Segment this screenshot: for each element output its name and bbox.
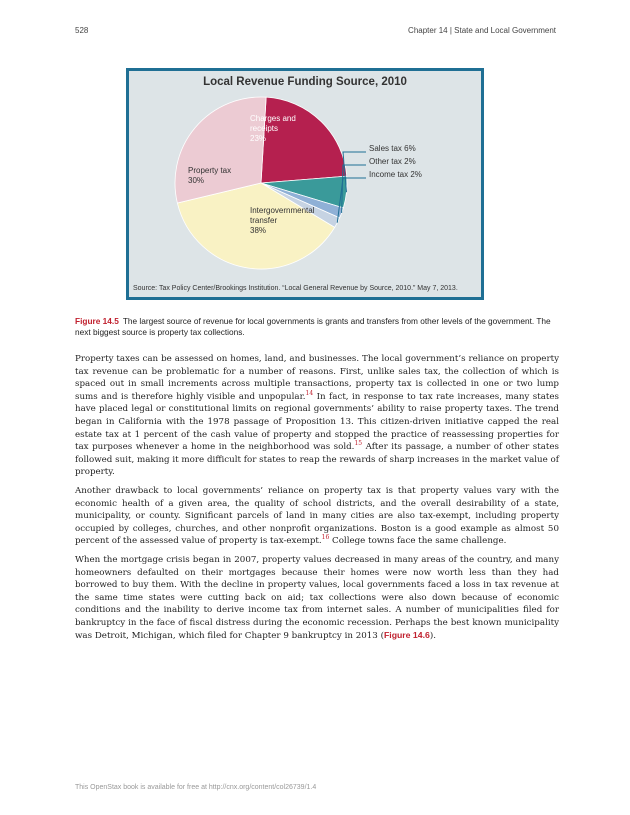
footnote-ref-14[interactable]: 14 [305, 389, 314, 397]
figure-chart-box [126, 68, 484, 300]
paragraph-2: Another drawback to local governments’ reliance on property tax is that property values vary with the economic health of a given area, the quality of school districts, and the overall desirability of a state, municipality, or county. Significant parcels of land in many cities are also tax-exempt, including property occupied by colleges, churches, and other nonprofit organizations. Boston is a good example as almost 50 percent of the assessed value of property is tax-exempt.$^{16}$ College towns face the same challenge. [75, 485, 559, 547]
footnote-ref-16[interactable]: 16 [321, 534, 330, 542]
caption-text: The largest source of revenue for local governments is grants and transfers from other levels of the government. The next biggest source is property tax collections. [75, 316, 551, 337]
running-header: Chapter 14 | State and Local Government [408, 26, 556, 35]
slice-label: Other tax 2% [369, 157, 416, 166]
page-footer: This OpenStax book is available for free at http://cnx.org/content/col26739/1.4 [75, 784, 317, 791]
slice-label: Charges and receipts 23% [250, 114, 296, 143]
slice-label: Property tax 30% [188, 166, 232, 185]
footnote-ref-15[interactable]: 15 [354, 440, 363, 448]
slice-label: Sales tax 6% [369, 144, 416, 153]
slice-label: Income tax 2% [369, 170, 422, 179]
figure-caption [75, 316, 559, 338]
chart-title: Local Revenue Funding Source, 2010 [203, 76, 407, 88]
paragraph-3: When the mortgage crisis began in 2007, property values decreased in many areas of the country, and many homeowners defaulted on their mortgages because their homes were now worth less than they had borrowed to buy them. With the decline in property values, local governments faced a loss in tax revenue at the same time states were cutting back on aid; tax collections were also down because of economic conditions and the inability to derive income tax from internet sales. A number of municipalities filed for bankruptcy in the face of fiscal distress during the economic recession. Perhaps the best known municipality was Detroit, Michigan, which filed for Chapter 9 bankruptcy in 2013 (Figure 14.6). [75, 554, 559, 642]
chart-source: Source: Tax Policy Center/Brookings Institution. “Local General Revenue by Source, 2010.” May 7, 2013. [133, 285, 458, 292]
pie-chart [129, 71, 481, 297]
figure-14-6-link[interactable]: Figure 14.6 [383, 630, 430, 641]
body-text [75, 353, 559, 649]
paragraph-1: Property taxes can be assessed on homes, land, and businesses. The local government’s reliance on property tax revenue can be problematic for a number of reasons. First, unlike sales tax, the collection of which is spaced out in small increments across multiple transactions, property tax is collected in one or two lump sums and is therefore highly visible and unpopular.$^{14}$ In fact, in response to tax rate increases, many states have placed legal or constitutional limits on regional governments’ ability to raise property taxes. The trend began in California with the 1978 passage of Proposition 13. This citizen-driven initiative capped the real estate tax at 1 percent of the cash value of property and stopped the practice of reassessing properties for tax purposes whenever a home in the neighborhood was sold.$^{15}$ After its passage, a number of other states followed suit, making it more difficult for states to reap the rewards of sharp increases in the market value of property. [75, 354, 560, 478]
slice-label: Intergovernmental transfer 38% [250, 206, 315, 235]
figure-number: Figure 14.5 [75, 316, 119, 326]
page-number: 528 [75, 26, 89, 35]
